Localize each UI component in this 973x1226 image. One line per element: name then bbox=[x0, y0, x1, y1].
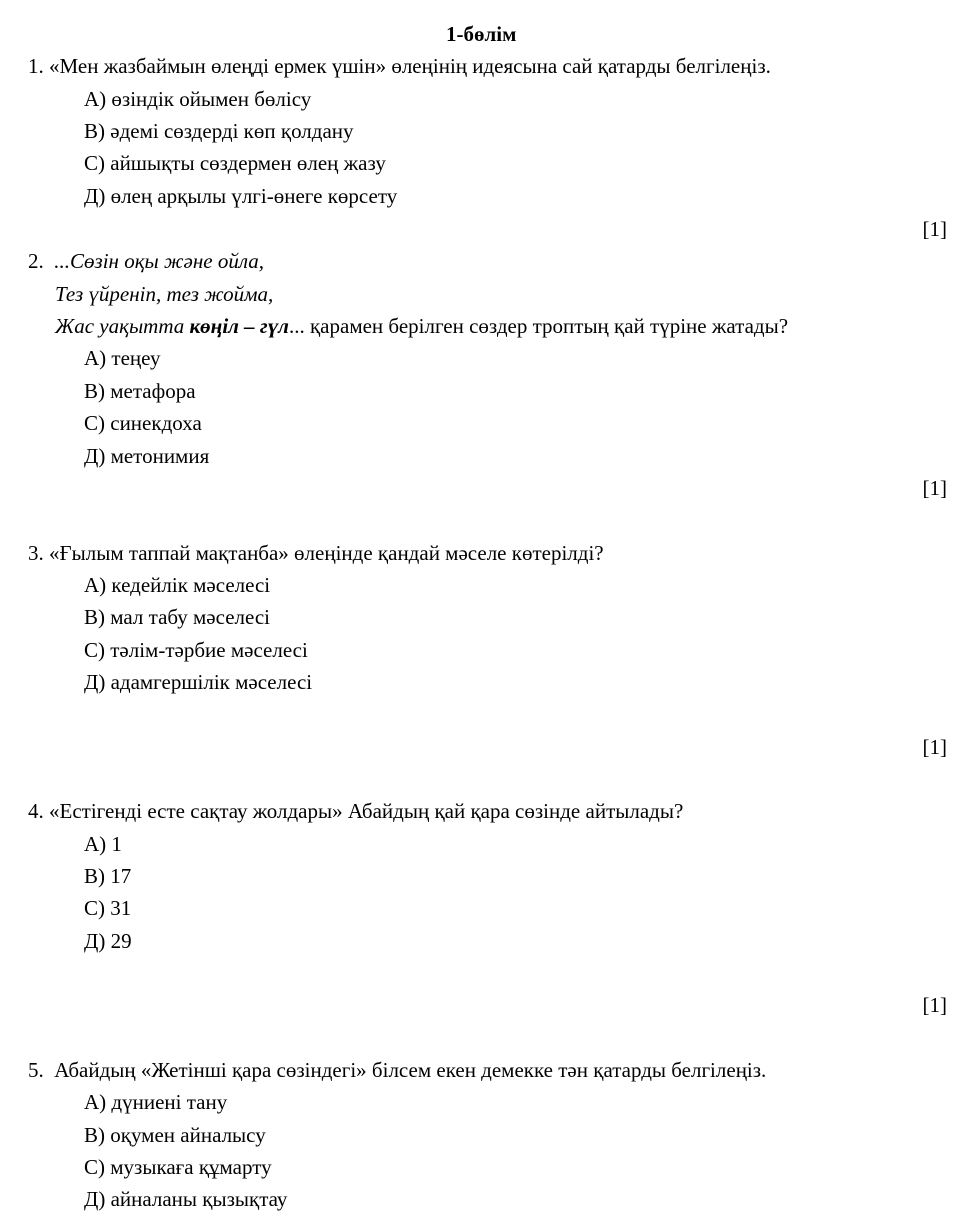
q3-score: [1] bbox=[922, 735, 947, 759]
q5-option-b: В) оқумен айналысу bbox=[84, 1123, 266, 1147]
q2-option-d: Д) метонимия bbox=[84, 444, 210, 468]
question-1-number: 1. bbox=[28, 54, 44, 78]
question-4-text: «Естігенді есте сақтау жолдары» Абайдың қай қара сөзінде айтылады? bbox=[49, 799, 684, 823]
q5-option-d: Д) айналаны қызықтау bbox=[84, 1187, 288, 1211]
question-3-number: 3. bbox=[28, 541, 44, 565]
question-3 bbox=[28, 540, 604, 566]
question-4 bbox=[28, 798, 683, 824]
q5-option-c: С) музыкаға құмарту bbox=[84, 1155, 272, 1179]
q4-option-c: С) 31 bbox=[84, 896, 132, 920]
section-title: 1-бөлім bbox=[446, 22, 517, 46]
question-3-text: «Ғылым таппай мақтанба» өлеңінде қандай мәселе көтерілді? bbox=[49, 541, 604, 565]
question-5 bbox=[28, 1057, 766, 1083]
question-5-text: Абайдың «Жетінші қара сөзіндегі» білсем екен демекке тән қатарды белгілеңіз. bbox=[54, 1058, 767, 1082]
question-2-line-3 bbox=[55, 313, 788, 339]
q2-score: [1] bbox=[922, 476, 947, 500]
q4-option-b: В) 17 bbox=[84, 864, 132, 888]
question-2-line-1 bbox=[28, 248, 264, 274]
q3-option-d: Д) адамгершілік мәселесі bbox=[84, 670, 313, 694]
q1-option-b: В) әдемі сөздерді көп қолдану bbox=[84, 119, 354, 143]
question-1-text: «Мен жазбаймын өлеңді ермек үшін» өлеңінің идеясына сай қатарды белгілеңіз. bbox=[49, 54, 771, 78]
question-2-verse-2: Тез үйреніп, тез жойма, bbox=[55, 282, 274, 306]
q2-option-c: С) синекдоха bbox=[84, 411, 202, 435]
q5-option-a: А) дүниені тану bbox=[84, 1090, 228, 1114]
question-2-verse-1: ...Сөзін оқы және ойла, bbox=[54, 249, 265, 273]
question-2-verse-3: Жас уақытта bbox=[55, 314, 190, 338]
q3-option-c: С) тәлім-тәрбие мәселесі bbox=[84, 638, 308, 662]
question-5-number: 5. bbox=[28, 1058, 44, 1082]
question-1 bbox=[28, 53, 771, 79]
q2-option-a: А) теңеу bbox=[84, 346, 161, 370]
q4-option-a: А) 1 bbox=[84, 832, 122, 856]
q1-option-c: С) айшықты сөздермен өлең жазу bbox=[84, 151, 386, 175]
q3-option-b: В) мал табу мәселесі bbox=[84, 605, 271, 629]
question-4-number: 4. bbox=[28, 799, 44, 823]
q1-option-d: Д) өлең арқылы үлгі-өнеге көрсету bbox=[84, 184, 398, 208]
question-2-number: 2. bbox=[28, 249, 44, 273]
q4-score: [1] bbox=[922, 993, 947, 1017]
q2-option-b: В) метафора bbox=[84, 379, 196, 403]
q4-option-d: Д) 29 bbox=[84, 929, 132, 953]
q1-score: [1] bbox=[922, 217, 947, 241]
q3-option-a: А) кедейлік мәселесі bbox=[84, 573, 271, 597]
q1-option-a: А) өзіндік ойымен бөлісу bbox=[84, 87, 312, 111]
question-2-text: ... қарамен берілген сөздер троптың қай түріне жатады? bbox=[288, 314, 789, 338]
question-2-highlight: көңіл – гүл bbox=[189, 314, 289, 338]
